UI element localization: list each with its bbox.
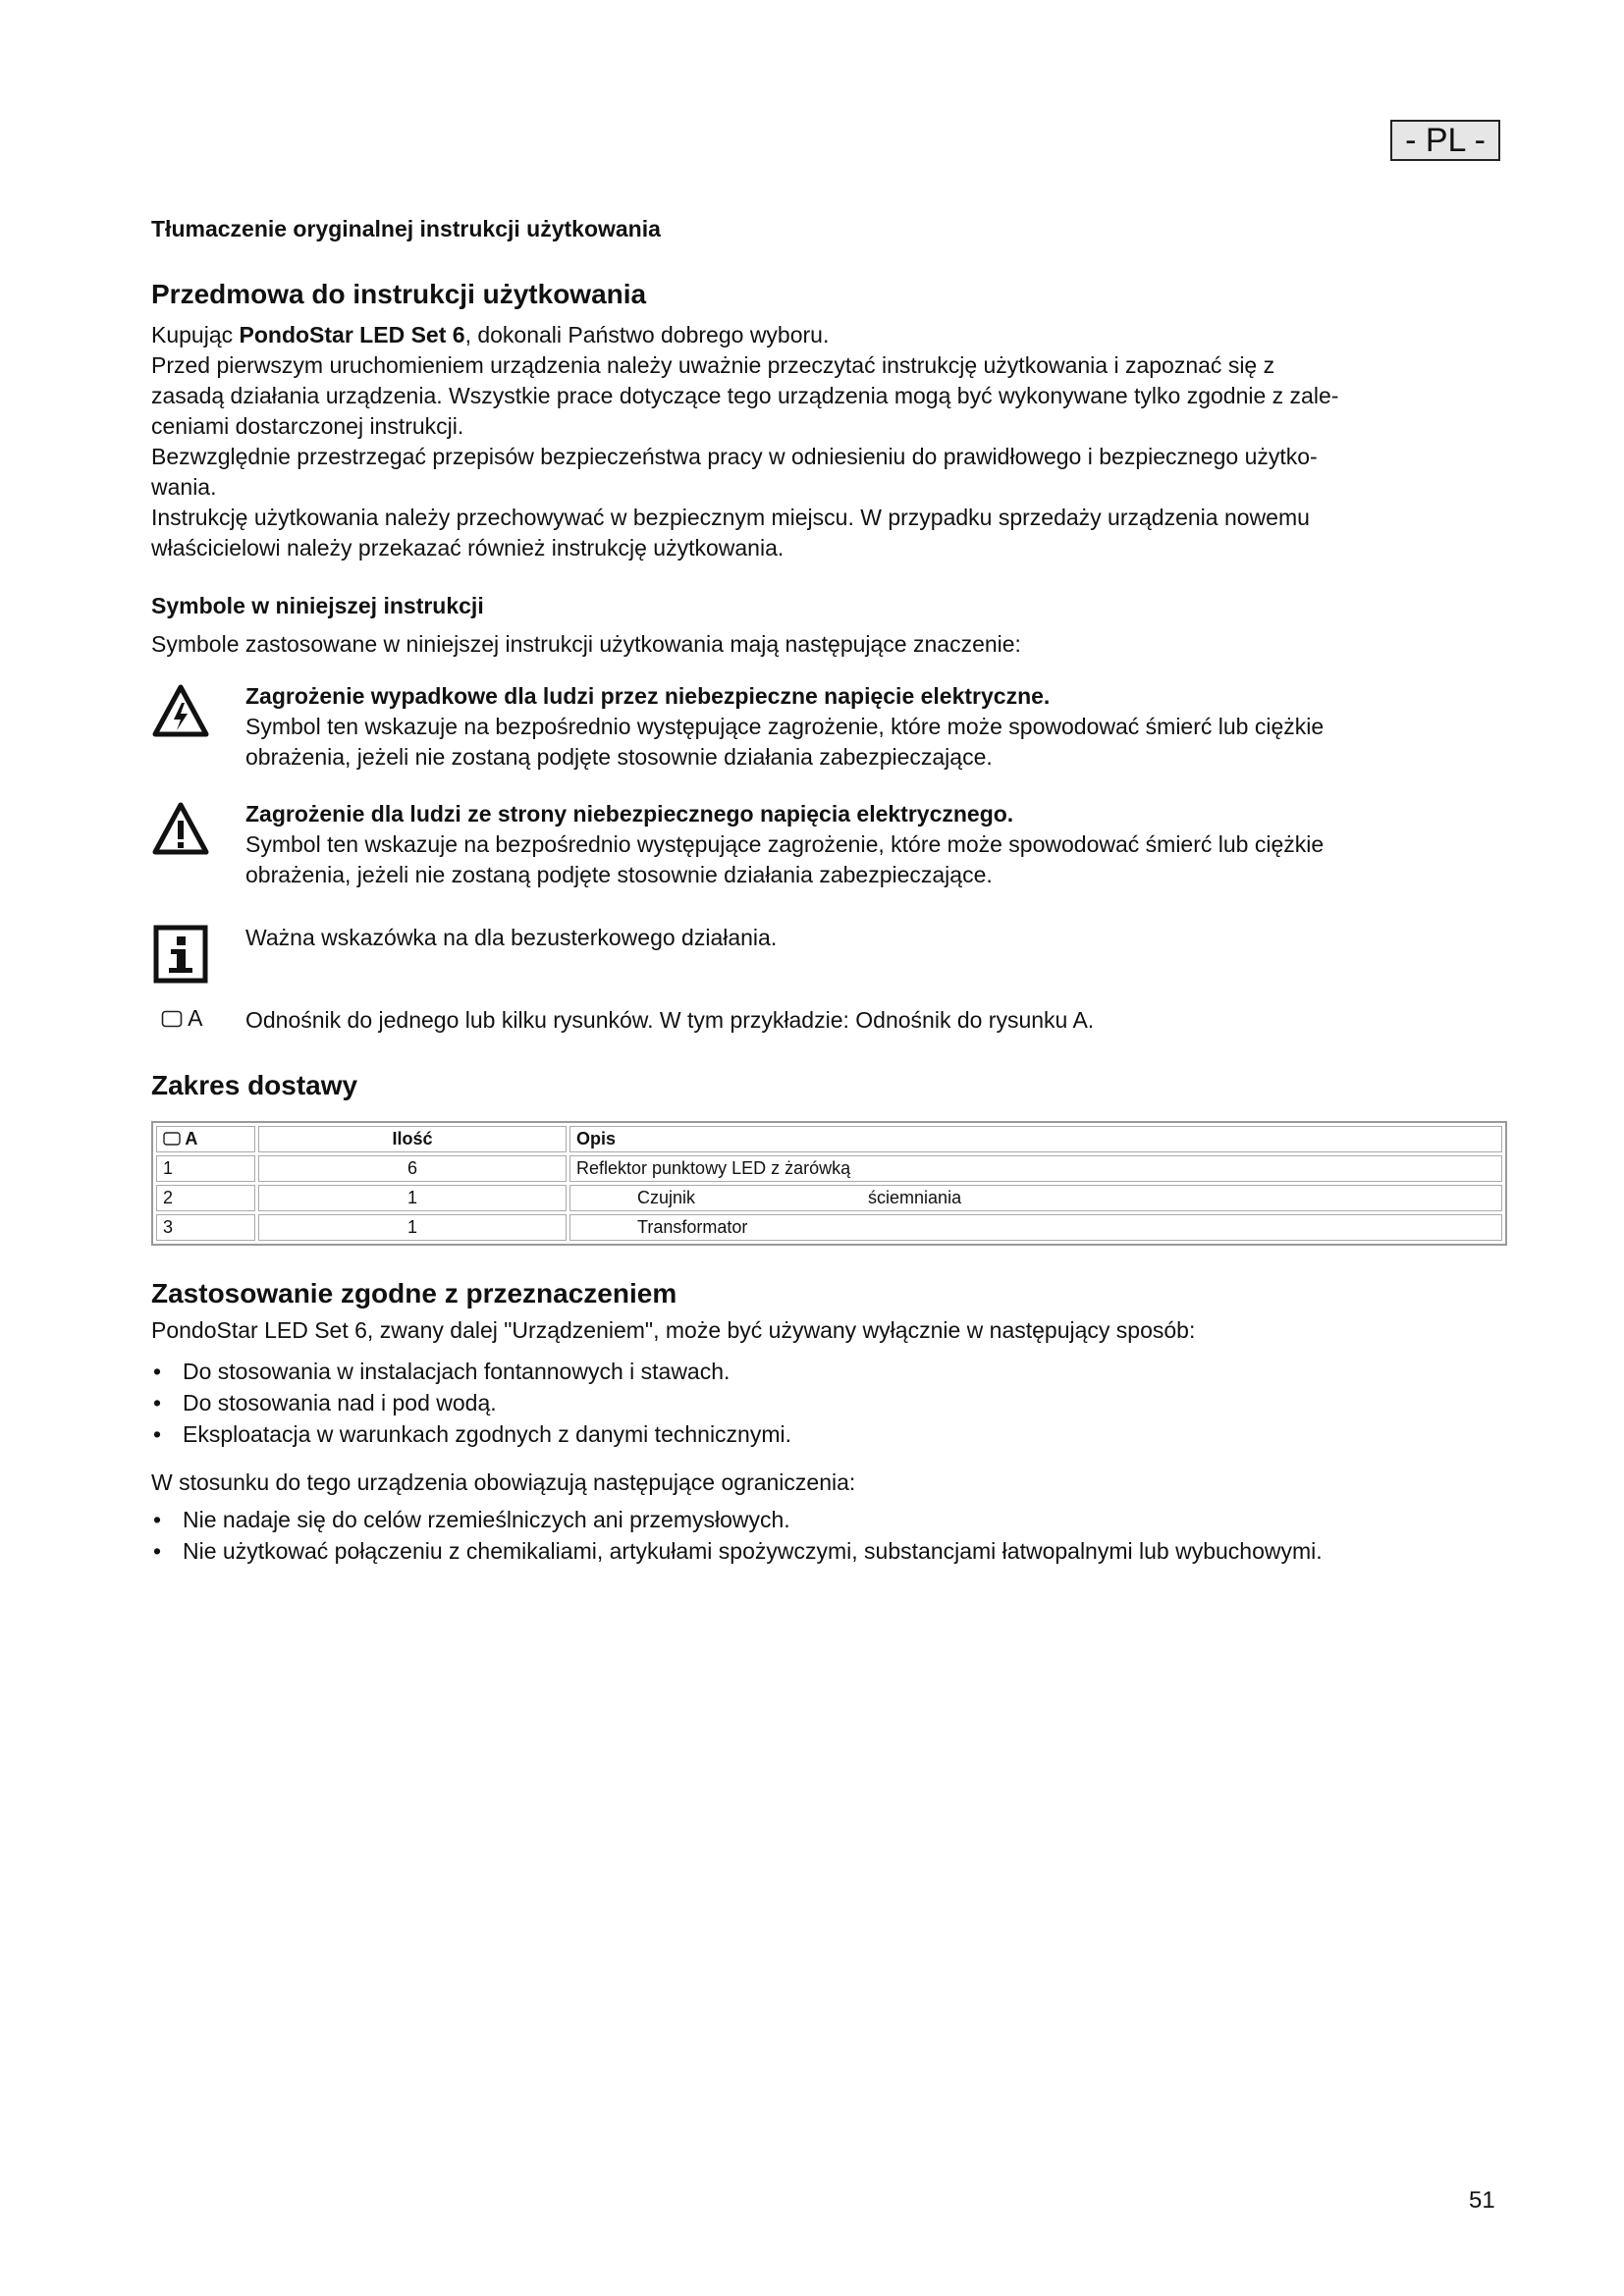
preface-intro: [151, 320, 1506, 350]
info-icon: [151, 923, 210, 986]
cell-desc: Reflektor punktowy LED z żarówką: [569, 1155, 1502, 1182]
delivery-heading: Zakres dostawy: [151, 1070, 358, 1100]
preface-paragraph-1: [151, 350, 1506, 442]
warning-title: Zagrożenie dla ludzi ze strony niebezpiecznego napięcia elektrycznego.: [245, 801, 1014, 827]
preface-heading: Przedmowa do instrukcji użytkowania: [151, 279, 647, 309]
preface-paragraph-3: [151, 503, 1506, 563]
table-row: [156, 1214, 1502, 1241]
cell-ref: 3: [156, 1214, 255, 1241]
preface-paragraph-2: [151, 442, 1506, 503]
table-row: [156, 1155, 1502, 1182]
electric-line2: obrażenia, jeżeli nie zostaną podjęte stosownie działania zabezpieczające.: [245, 744, 993, 770]
restrictions-list: [151, 1504, 1516, 1567]
reference-text: Odnośnik do jednego lub kilku rysunków. W tym przykładzie: Odnośnik do rysunku A.: [245, 1007, 1095, 1033]
cell-qty: 6: [258, 1155, 567, 1182]
warning-line2: obrażenia, jeżeli nie zostaną podjęte stosownie działania zabezpieczające.: [245, 862, 993, 887]
para2-line2: wania.: [151, 474, 217, 500]
info-text: Ważna wskazówka na dla bezusterkowego działania.: [245, 925, 778, 950]
reference-label: A: [188, 1005, 203, 1031]
para3-line2: właścicielowi należy przekazać również instrukcję użytkowania.: [151, 535, 785, 561]
intro-suffix: , dokonali Państwo dobrego wyboru.: [464, 322, 830, 347]
symbol-warning-text: [245, 799, 1512, 890]
intended-use-intro: PondoStar LED Set 6, zwany dalej "Urządzeniem", może być używany wyłącznie w następujący sposób:: [151, 1317, 1196, 1343]
list-item: • Nie użytkować połączeniu z chemikaliami, artykułami spożywczymi, substancjami łatwopalnymi lub wybuchowymi.: [151, 1535, 1516, 1567]
header-ref: [156, 1126, 255, 1152]
intended-use-heading: Zastosowanie zgodne z przeznaczeniem: [151, 1278, 677, 1308]
header-ref-label: A: [185, 1129, 198, 1148]
page-number: 51: [1469, 2187, 1495, 2214]
document-title: Tłumaczenie oryginalnej instrukcji użytkowania: [151, 216, 661, 241]
electric-title: Zagrożenie wypadkowe dla ludzi przez niebezpieczne napięcie elektryczne.: [245, 683, 1051, 709]
desc-text: Transformator: [637, 1217, 748, 1237]
list-item: • Nie nadaje się do celów rzemieślniczych ani przemysłowych.: [151, 1504, 1516, 1535]
reference-marker: [161, 1005, 202, 1032]
figure-reference-icon: [161, 1010, 183, 1028]
uses-list: [151, 1356, 1516, 1450]
para3-line1: Instrukcję użytkowania należy przechowywać w bezpiecznym miejscu. W przypadku sprzedaży urządzenia nowemu: [151, 505, 1310, 530]
delivery-table: [151, 1121, 1507, 1246]
electric-line1: Symbol ten wskazuje na bezpośrednio występujące zagrożenie, które może spowodować śmierć lub ciężkie: [245, 714, 1325, 739]
header-qty: Ilość: [258, 1126, 567, 1152]
symbol-reference-text: [245, 1005, 1512, 1036]
intro-prefix: Kupując: [151, 322, 240, 347]
list-item: • Eksploatacja w warunkach zgodnych z danymi technicznymi.: [151, 1418, 1516, 1450]
cell-desc: [569, 1214, 1502, 1241]
language-tag: - PL -: [1390, 120, 1500, 161]
delivery-section: [151, 1070, 1516, 1237]
para1-line3: ceniami dostarczonej instrukcji.: [151, 413, 464, 439]
warning-line1: Symbol ten wskazuje na bezpośrednio występujące zagrożenie, które może spowodować śmierć lub ciężkie: [245, 831, 1325, 857]
restrictions-intro: W stosunku do tego urządzenia obowiązują następujące ograniczenia:: [151, 1469, 856, 1495]
list-item: • Do stosowania nad i pod wodą.: [151, 1387, 1516, 1418]
warning-description: [245, 829, 1512, 890]
table-row: [156, 1185, 1502, 1211]
cell-ref: 1: [156, 1155, 255, 1182]
para1-line2: zasadą działania urządzenia. Wszystkie prace dotyczące tego urządzenia mogą być wykonywane tylko zgodnie z zale-: [151, 383, 1339, 408]
para2-line1: Bezwzględnie przestrzegać przepisów bezpieczeństwa pracy w odniesieniu do prawidłowego i bezpiecznego użytko-: [151, 444, 1318, 469]
header-desc: Opis: [569, 1126, 1502, 1152]
list-item: • Do stosowania w instalacjach fontannowych i stawach.: [151, 1356, 1516, 1387]
para1-line1: Przed pierwszym uruchomieniem urządzenia należy uważnie przeczytać instrukcję użytkowania i zapoznać się z: [151, 352, 1275, 378]
product-name: PondoStar LED Set 6: [239, 322, 465, 347]
cell-qty: 1: [258, 1214, 567, 1241]
electric-description: [245, 712, 1512, 773]
symbols-heading: Symbole w niniejszej instrukcji: [151, 593, 484, 618]
symbols-section: [151, 593, 1506, 1033]
symbol-info-text: [245, 923, 1512, 953]
table-header-row: [156, 1126, 1502, 1152]
electric-hazard-icon: [151, 681, 210, 744]
cell-desc: [569, 1185, 1502, 1211]
symbol-electric-text: [245, 681, 1512, 773]
cell-qty: 1: [258, 1185, 567, 1211]
preface-section: [151, 279, 1506, 563]
warning-icon: [151, 799, 210, 862]
desc-part-b: ściemniania: [868, 1188, 962, 1207]
symbols-intro: Symbole zastosowane w niniejszej instrukcji użytkowania mają następujące znaczenie:: [151, 631, 1021, 657]
desc-part-a: Czujnik: [637, 1188, 696, 1207]
intended-use-section: [151, 1278, 1516, 1567]
figure-reference-icon: [163, 1132, 181, 1146]
cell-ref: 2: [156, 1185, 255, 1211]
